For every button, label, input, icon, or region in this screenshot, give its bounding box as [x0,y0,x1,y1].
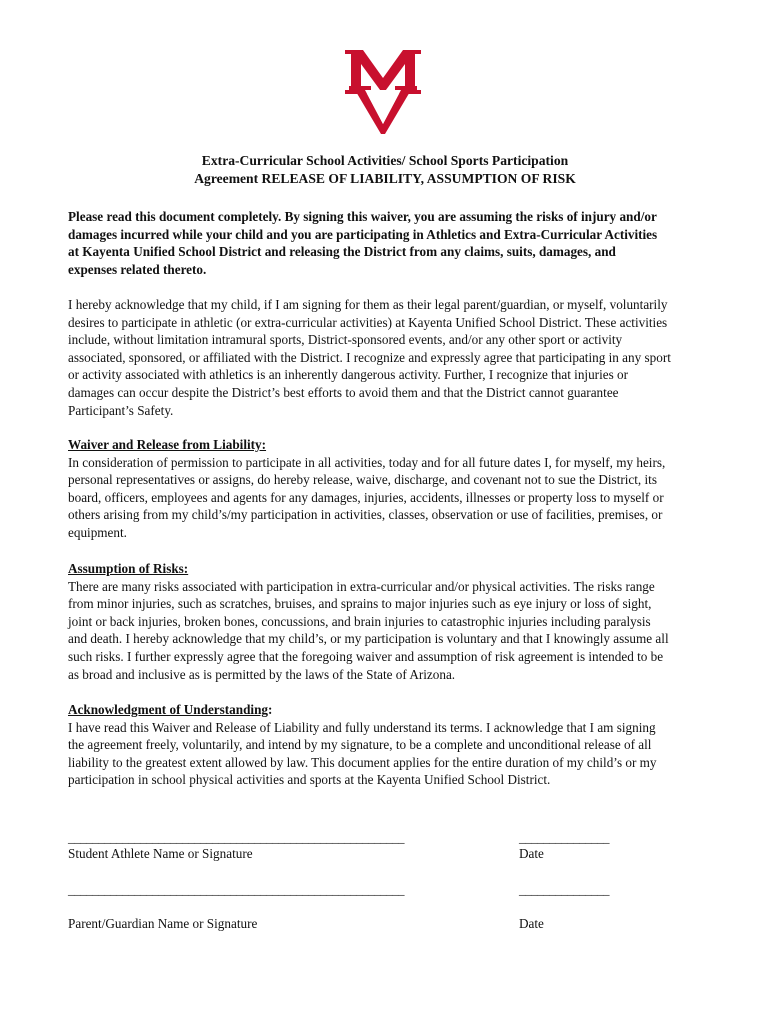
paragraph-line: Participant’s Safety. [68,402,174,418]
risks-line: such risks. I further expressly agree that the foregoing waiver and assumption of risk agreement is intended to be [68,648,664,664]
waiver-line: others arising from my child’s/my participation in activities, classes, observation or use of facilities, premises, or [68,507,663,523]
waiver-heading: Waiver and Release from Liability: [68,437,267,452]
risks-line: joint or back injuries, broken bones, concussions, and brain injuries to catastrophic injuries including paralysis [68,613,651,629]
risks-line: and death. I hereby acknowledge that my child’s, or my participation is voluntary and that I knowingly assume all [68,631,669,647]
acknowledgement-paragraph [68,296,708,419]
student-signature-line[interactable]: ________________________________________________________ [68,830,404,845]
risks-heading: Assumption of Risks: [68,561,189,576]
risks-line: from minor injuries, such as scratches, bruises, and sprains to major injuries such as eye injury or loss of sight, [68,596,652,612]
risks-line: as broad and inclusive as is permitted by the laws of the State of Arizona. [68,666,456,682]
risks-line: There are many risks associated with participation in extra-curricular and/or physical activities. The risks range [68,578,655,594]
waiver-line: board, officers, employees and agents for any damages, injuries, accidents, illnesses or property loss to myself or [68,489,664,505]
paragraph-line: desires to participate in athletic (or extra-curricular activities) at Kayenta Unified School District. These activities [68,314,668,330]
paragraph-line: I hereby acknowledge that my child, if I am signing for them as their legal parent/guardian, or myself, voluntarily [68,297,668,312]
intro-paragraph [68,208,708,278]
understanding-line: the agreement freely, voluntarily, and intend by my signature, to be a complete and unconditional release of all [68,737,652,753]
paragraph-line: associated, sponsored, or affiliated with the District. I recognize and expressly agree that participating in any sport [68,349,671,365]
risks-section [68,560,708,683]
parent-signature-label: Parent/Guardian Name or Signature [68,916,258,931]
parent-date-line[interactable]: _______________ [519,882,609,897]
paragraph-line: or activity associated with athletics is an inherently dangerous activity. Further, I recognize that injuries or [68,367,629,383]
waiver-line: In consideration of permission to participate in all activities, today and for all future dates I, for myself, my heirs, [68,454,666,470]
understanding-heading: Acknowledgment of Understanding [68,702,269,717]
parent-signature-line[interactable]: ________________________________________________________ [68,882,404,897]
student-date-label: Date [519,846,544,861]
paragraph-line: damages can occur despite the District’s best efforts to avoid them and that the District cannot guarantee [68,384,619,400]
intro-line: Please read this document completely. By signing this waiver, you are assuming the risks of injury and/or [68,209,657,224]
intro-line: at Kayenta Unified School District and releasing the District from any claims, suits, damages, and [68,244,616,260]
paragraph-line: include, without limitation intramural sports, District-sponsored events, and/or any other sport or activity [68,332,623,348]
student-signature-label: Student Athlete Name or Signature [68,846,253,861]
logo-mv-monogram [345,50,421,134]
understanding-line: participation in school physical activities and sports at the Kayenta Unified School District. [68,772,551,788]
student-date-line[interactable]: _______________ [519,830,609,845]
waiver-line: equipment. [68,524,127,540]
intro-line: expenses related thereto. [68,261,207,277]
document-title-line-1: Extra-Curricular School Activities/ School Sports Participation [201,153,569,168]
document-title-line-2: Agreement RELEASE OF LIABILITY, ASSUMPTION OF RISK [194,171,576,186]
understanding-line: liability to the greatest extent allowed by law. This document applies for the entire duration of my child’s or my [68,754,657,770]
school-logo [343,46,423,136]
understanding-line: I have read this Waiver and Release of Liability and fully understand its terms. I acknowledge that I am signing [68,719,656,735]
waiver-section [68,436,708,542]
parent-date-label: Date [519,916,544,931]
understanding-section [68,701,708,789]
understanding-heading-colon: : [268,702,273,717]
intro-line: damages incurred while your child and you are participating in Athletics and Extra-Curricular Activities [68,226,658,242]
waiver-line: personal representatives or assigns, do hereby release, waive, discharge, and covenant not to sue the District, its [68,472,657,488]
